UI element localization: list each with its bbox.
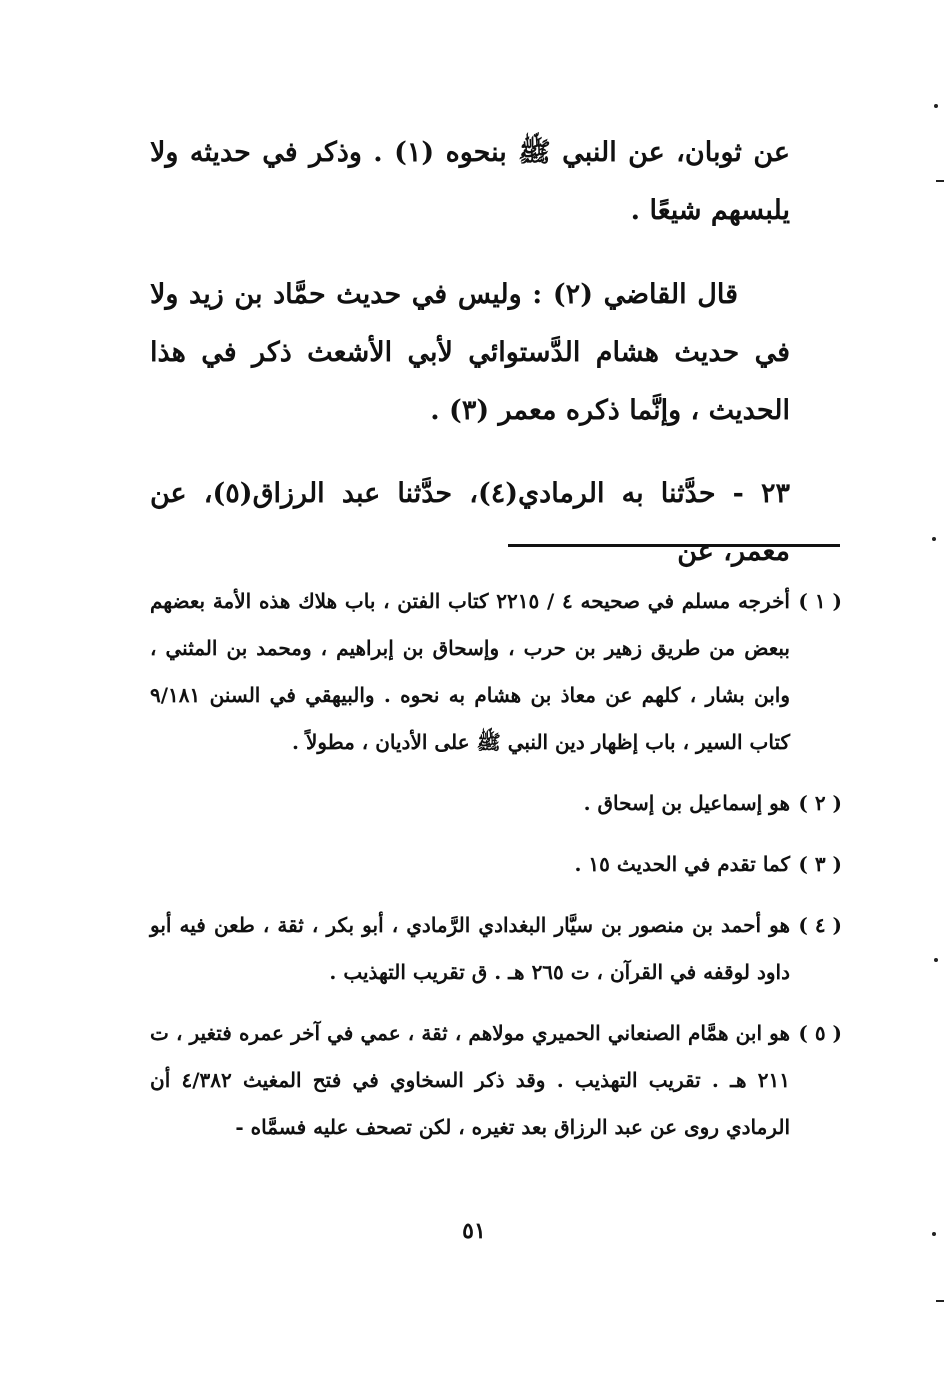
- paragraph-text: قال القاضي (٢) : وليس في حديث حمَّاد بن زيد ولا في حديث هشام الدَّستوائي لأبي الأشعث ذكر في هذا الحديث ، وإنَّما ذكره معمر (٣) .: [150, 279, 790, 426]
- hadith-23-text: ٢٣ - حدَّثنا به الرمادي(٤)، حدَّثنا عبد الرزاق(٥)، عن معمر، عن: [150, 478, 790, 567]
- footnote-5: [150, 1010, 842, 1151]
- footnote-text: هو أحمد بن منصور بن سيَّار البغدادي الرَّمادي ، أبو بكر ، ثقة ، طعن فيه أبو داود لوقفه في القرآن ، ت ٢٦٥ هـ . ق تقريب التهذيب .: [150, 913, 790, 984]
- scan-mark: [932, 537, 936, 541]
- footnote-2: [150, 780, 842, 827]
- footnote-text: أخرجه مسلم في صحيحه ٤ / ٢٢١٥ كتاب الفتن ، باب هلاك هذه الأمة بعضهم ببعض من طريق زهير بن حرب ، وإسحاق بن إبراهيم ، ومحمد بن المثني ، وابن بشار ، كلهم عن معاذ بن هشام به نحوه . والبيهقي في السنن ٩/١٨١ كتاب السير ، باب إظهار دين النبي ﷺ على الأديان ، مطولاً .: [150, 589, 790, 754]
- footnote-number: ( ٣ ): [798, 852, 842, 876]
- paragraph-1: [150, 124, 790, 240]
- footnote-number: ( ٢ ): [798, 791, 842, 815]
- footnote-number: ( ٥ ): [798, 1021, 842, 1045]
- paragraph-3: [150, 465, 790, 581]
- footnotes: [150, 578, 842, 1165]
- footnote-separator: [508, 544, 840, 547]
- scan-mark: [932, 1232, 936, 1236]
- scan-mark: [936, 180, 944, 182]
- scan-mark: [934, 104, 938, 108]
- scan-mark: [934, 958, 938, 962]
- footnote-1: [150, 578, 842, 766]
- paragraph-text: عن ثوبان، عن النبي ﷺ بنحوه (١) . وذكر في حديثه ولا يلبسهم شيعًا .: [150, 137, 791, 226]
- footnote-number: ( ١ ): [798, 589, 842, 613]
- footnote-3: [150, 841, 842, 888]
- footnote-number: ( ٤ ): [798, 913, 842, 937]
- paragraph-2: [150, 266, 790, 440]
- scan-mark: [936, 1300, 944, 1302]
- page-number: ٥١: [462, 1218, 486, 1244]
- footnote-text: كما تقدم في الحديث ١٥ .: [574, 852, 790, 876]
- footnote-4: [150, 902, 842, 996]
- footnote-text: هو ابن همَّام الصنعاني الحميري مولاهم ، ثقة ، عمي في آخر عمره فتغير ، ت ٢١١ هـ . تقريب التهذيب . وقد ذكر السخاوي في فتح المغيث ٤/٣٨٢ أن الرمادي روى عن عبد الرزاق بعد تغيره ، لكن تصحف عليه فسمَّاه -: [150, 1021, 790, 1139]
- footnote-text: هو إسماعيل بن إسحاق .: [583, 791, 790, 815]
